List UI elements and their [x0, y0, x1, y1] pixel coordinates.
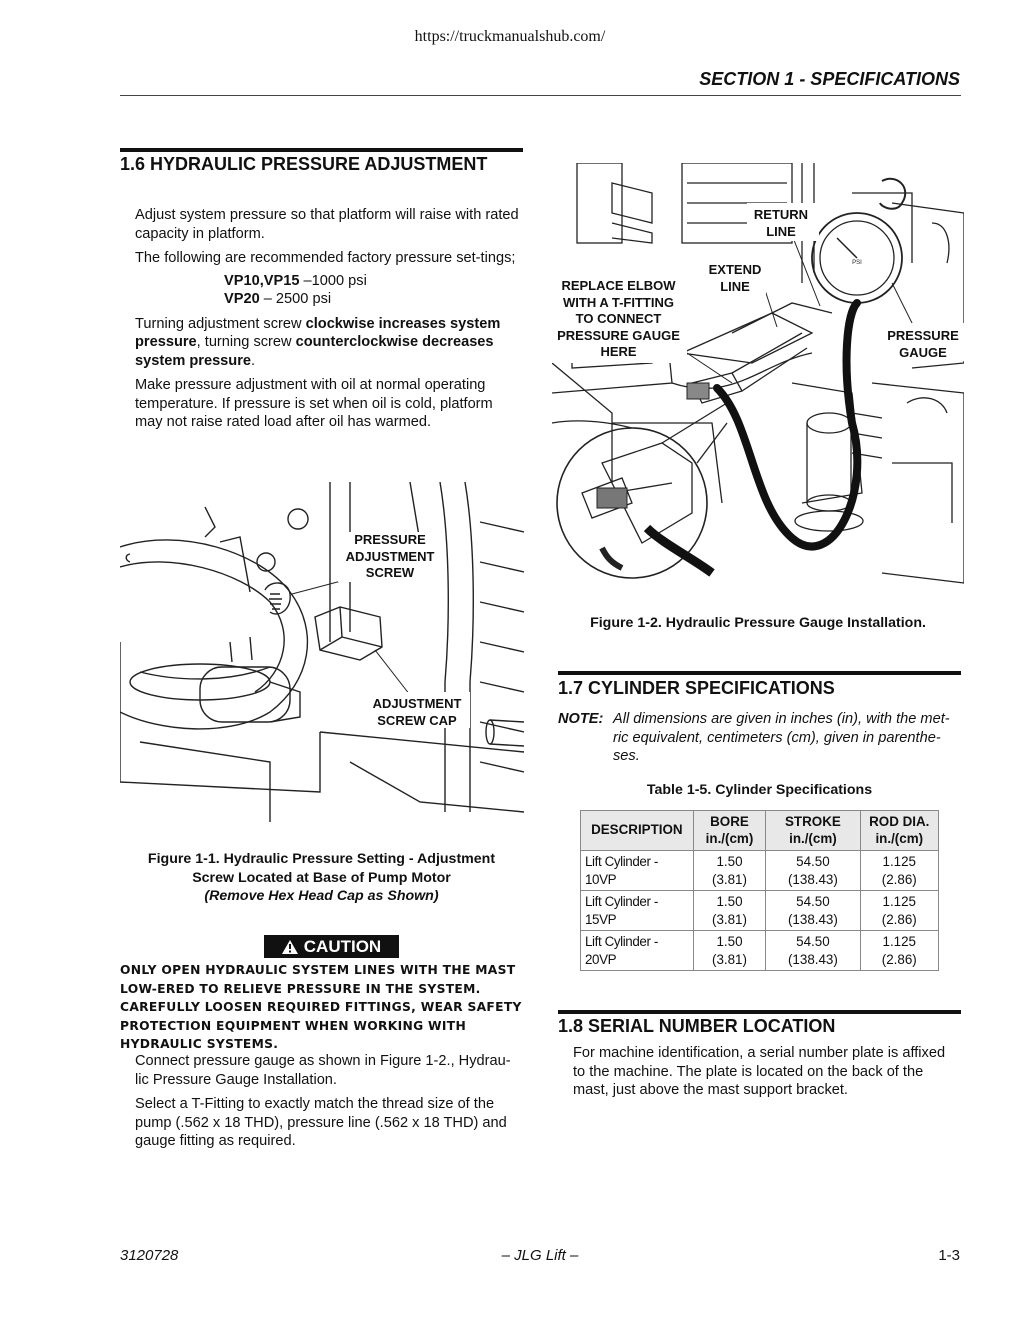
spec-model: VP10,VP15	[224, 272, 300, 289]
callout-line: SCREW CAP	[377, 712, 457, 728]
header-units: in./(cm)	[789, 830, 837, 846]
figure-1-1-illustration	[120, 482, 524, 822]
table-cell: 1.125 (2.86)	[860, 931, 938, 971]
source-url[interactable]: https://truckmanualshub.com/	[414, 28, 606, 45]
callout-pressure-adjustment-screw	[335, 532, 445, 582]
table-cell: 1.50 (3.81)	[693, 931, 766, 971]
caption-line: (Remove Hex Head Cap as Shown)	[204, 888, 439, 904]
doc-number: 3120728	[120, 1247, 179, 1264]
page-number: 1-3	[938, 1247, 960, 1264]
caution-label: CAUTION	[303, 936, 382, 956]
text-run-bold: clockwise increases system pressure	[135, 315, 501, 350]
paragraph: Adjust system pressure so that platform will raise with rated capacity in platform.	[135, 207, 519, 242]
callout-pressure-gauge	[882, 328, 964, 361]
table-header-cell	[860, 811, 938, 851]
text-run: .	[251, 352, 256, 369]
caution-badge	[264, 935, 399, 958]
section-1-6-body-continued	[135, 1052, 523, 1157]
section-1-8-rule	[558, 1010, 961, 1014]
paragraph: Select a T-Fitting to exactly match the thread size of the pump (.562 x 18 THD), pressure line (.562 x 18 THD) and gauge fitting as required.	[135, 1096, 507, 1149]
cylinder-spec-table	[580, 810, 939, 971]
header-text: DESCRIPTION	[591, 822, 683, 838]
callout-line: ADJUSTMENT	[345, 548, 435, 564]
table-cell: 54.50 (138.43)	[766, 851, 860, 891]
callout-line: PRESSURE	[887, 328, 959, 343]
warning-triangle-icon	[282, 940, 298, 954]
header-rule	[120, 95, 961, 96]
note-label: NOTE:	[558, 711, 604, 727]
section-1-8-heading: 1.8 SERIAL NUMBER LOCATION	[558, 1016, 836, 1036]
table-cell: Lift Cylinder - 10VP	[581, 851, 694, 891]
header-text: ROD DIA.	[869, 814, 930, 829]
figure-1-2-caption: Figure 1-2. Hydraulic Pressure Gauge Installation.	[590, 615, 926, 631]
callout-replace-elbow	[551, 278, 686, 361]
callout-line: TO CONNECT	[575, 311, 662, 326]
section-1-6-rule	[120, 148, 523, 152]
callout-line: ADJUSTMENT	[372, 696, 462, 711]
callout-line: RETURN	[753, 207, 809, 222]
callout-line: EXTEND	[708, 262, 762, 277]
table-row	[581, 851, 939, 891]
section-title: SECTION 1 - SPECIFICATIONS	[699, 69, 960, 89]
section-1-6-heading: 1.6 HYDRAULIC PRESSURE ADJUSTMENT	[120, 154, 488, 174]
table-cell: 1.50 (3.81)	[693, 851, 766, 891]
paragraph: The following are recommended factory pressure set-tings;	[135, 250, 516, 266]
callout-line: LINE	[766, 223, 796, 239]
table-cell: 1.125 (2.86)	[860, 851, 938, 891]
callout-line: GAUGE	[899, 344, 947, 360]
paragraph: Make pressure adjustment with oil at normal operating temperature. If pressure is set when oil is cold, platform may not raise rated load after oil has warmed.	[135, 377, 493, 430]
callout-line: WITH A T-FITTING	[563, 294, 674, 310]
pressure-spec-2	[135, 290, 523, 309]
header-text: STROKE	[785, 814, 841, 829]
table-header-row	[581, 811, 939, 851]
header-text: BORE	[710, 814, 749, 829]
figure-1-1-caption	[120, 850, 523, 906]
section-1-6-body	[135, 206, 523, 438]
text-run: Turning adjustment screw	[135, 315, 306, 332]
paragraph: Connect pressure gauge as shown in Figure 1-2., Hydrau-lic Pressure Gauge Installation.	[135, 1053, 511, 1088]
callout-line: HERE	[600, 344, 637, 359]
table-header-cell	[581, 811, 694, 851]
section-1-8-body: For machine identification, a serial number plate is affixed to the machine. The plate is located on the back of the mast, just above the mast support bracket.	[573, 1045, 946, 1098]
callout-return-line	[746, 207, 816, 240]
table-cell: 54.50 (138.43)	[766, 891, 860, 931]
footer-center: – JLG Lift –	[501, 1247, 579, 1264]
spec-value: – 2500 psi	[259, 291, 332, 307]
text-run: , turning screw	[196, 334, 296, 350]
pressure-spec-1	[135, 272, 523, 291]
callout-line: PRESSURE GAUGE	[557, 327, 680, 343]
table-title: Table 1-5. Cylinder Specifications	[646, 782, 873, 798]
table-row	[581, 931, 939, 971]
spec-value: –1000 psi	[299, 272, 367, 289]
table-header-cell	[693, 811, 766, 851]
callout-line: REPLACE ELBOW	[561, 278, 676, 293]
header-units: in./(cm)	[875, 830, 924, 846]
note-text: All dimensions are given in inches (in), with the met-ric equivalent, centimeters (cm), given in parenthe-ses.	[613, 711, 950, 764]
table-cell: 54.50 (138.43)	[766, 931, 860, 971]
table-cell: Lift Cylinder - 15VP	[581, 891, 694, 931]
section-1-7-rule	[558, 671, 961, 675]
caption-line: Screw Located at Base of Pump Motor	[192, 869, 451, 886]
table-row	[581, 891, 939, 931]
gauge-face-text: PSI	[852, 260, 862, 266]
callout-line: SCREW	[365, 565, 415, 580]
caption-line: Figure 1-1. Hydraulic Pressure Setting - Adjustment	[147, 851, 496, 867]
caution-text: ONLY OPEN HYDRAULIC SYSTEM LINES WITH THE MAST LOW-ERED TO RELIEVE PRESSURE IN THE SYSTEM. CAREFULLY LOOSEN REQUIRED FITTINGS, WEAR SAFETY PROTECTION EQUIPMENT WHEN WORKING WITH HYDRAULIC SYSTEMS.	[120, 963, 522, 1051]
table-header-cell	[766, 811, 860, 851]
callout-line: PRESSURE	[354, 532, 426, 547]
spec-model: VP20	[224, 291, 260, 307]
table-cell: Lift Cylinder - 20VP	[581, 931, 694, 971]
table-cell: 1.50 (3.81)	[693, 891, 766, 931]
note-block	[558, 710, 961, 766]
header-units: in./(cm)	[705, 830, 754, 846]
callout-extend-line	[700, 262, 770, 295]
callout-line: LINE	[720, 278, 750, 294]
callout-adjustment-screw-cap	[362, 696, 472, 729]
paragraph	[135, 315, 523, 371]
text-run-bold: counterclockwise decreases system pressure	[135, 334, 494, 369]
section-1-7-heading: 1.7 CYLINDER SPECIFICATIONS	[558, 678, 835, 698]
table-cell: 1.125 (2.86)	[860, 891, 938, 931]
